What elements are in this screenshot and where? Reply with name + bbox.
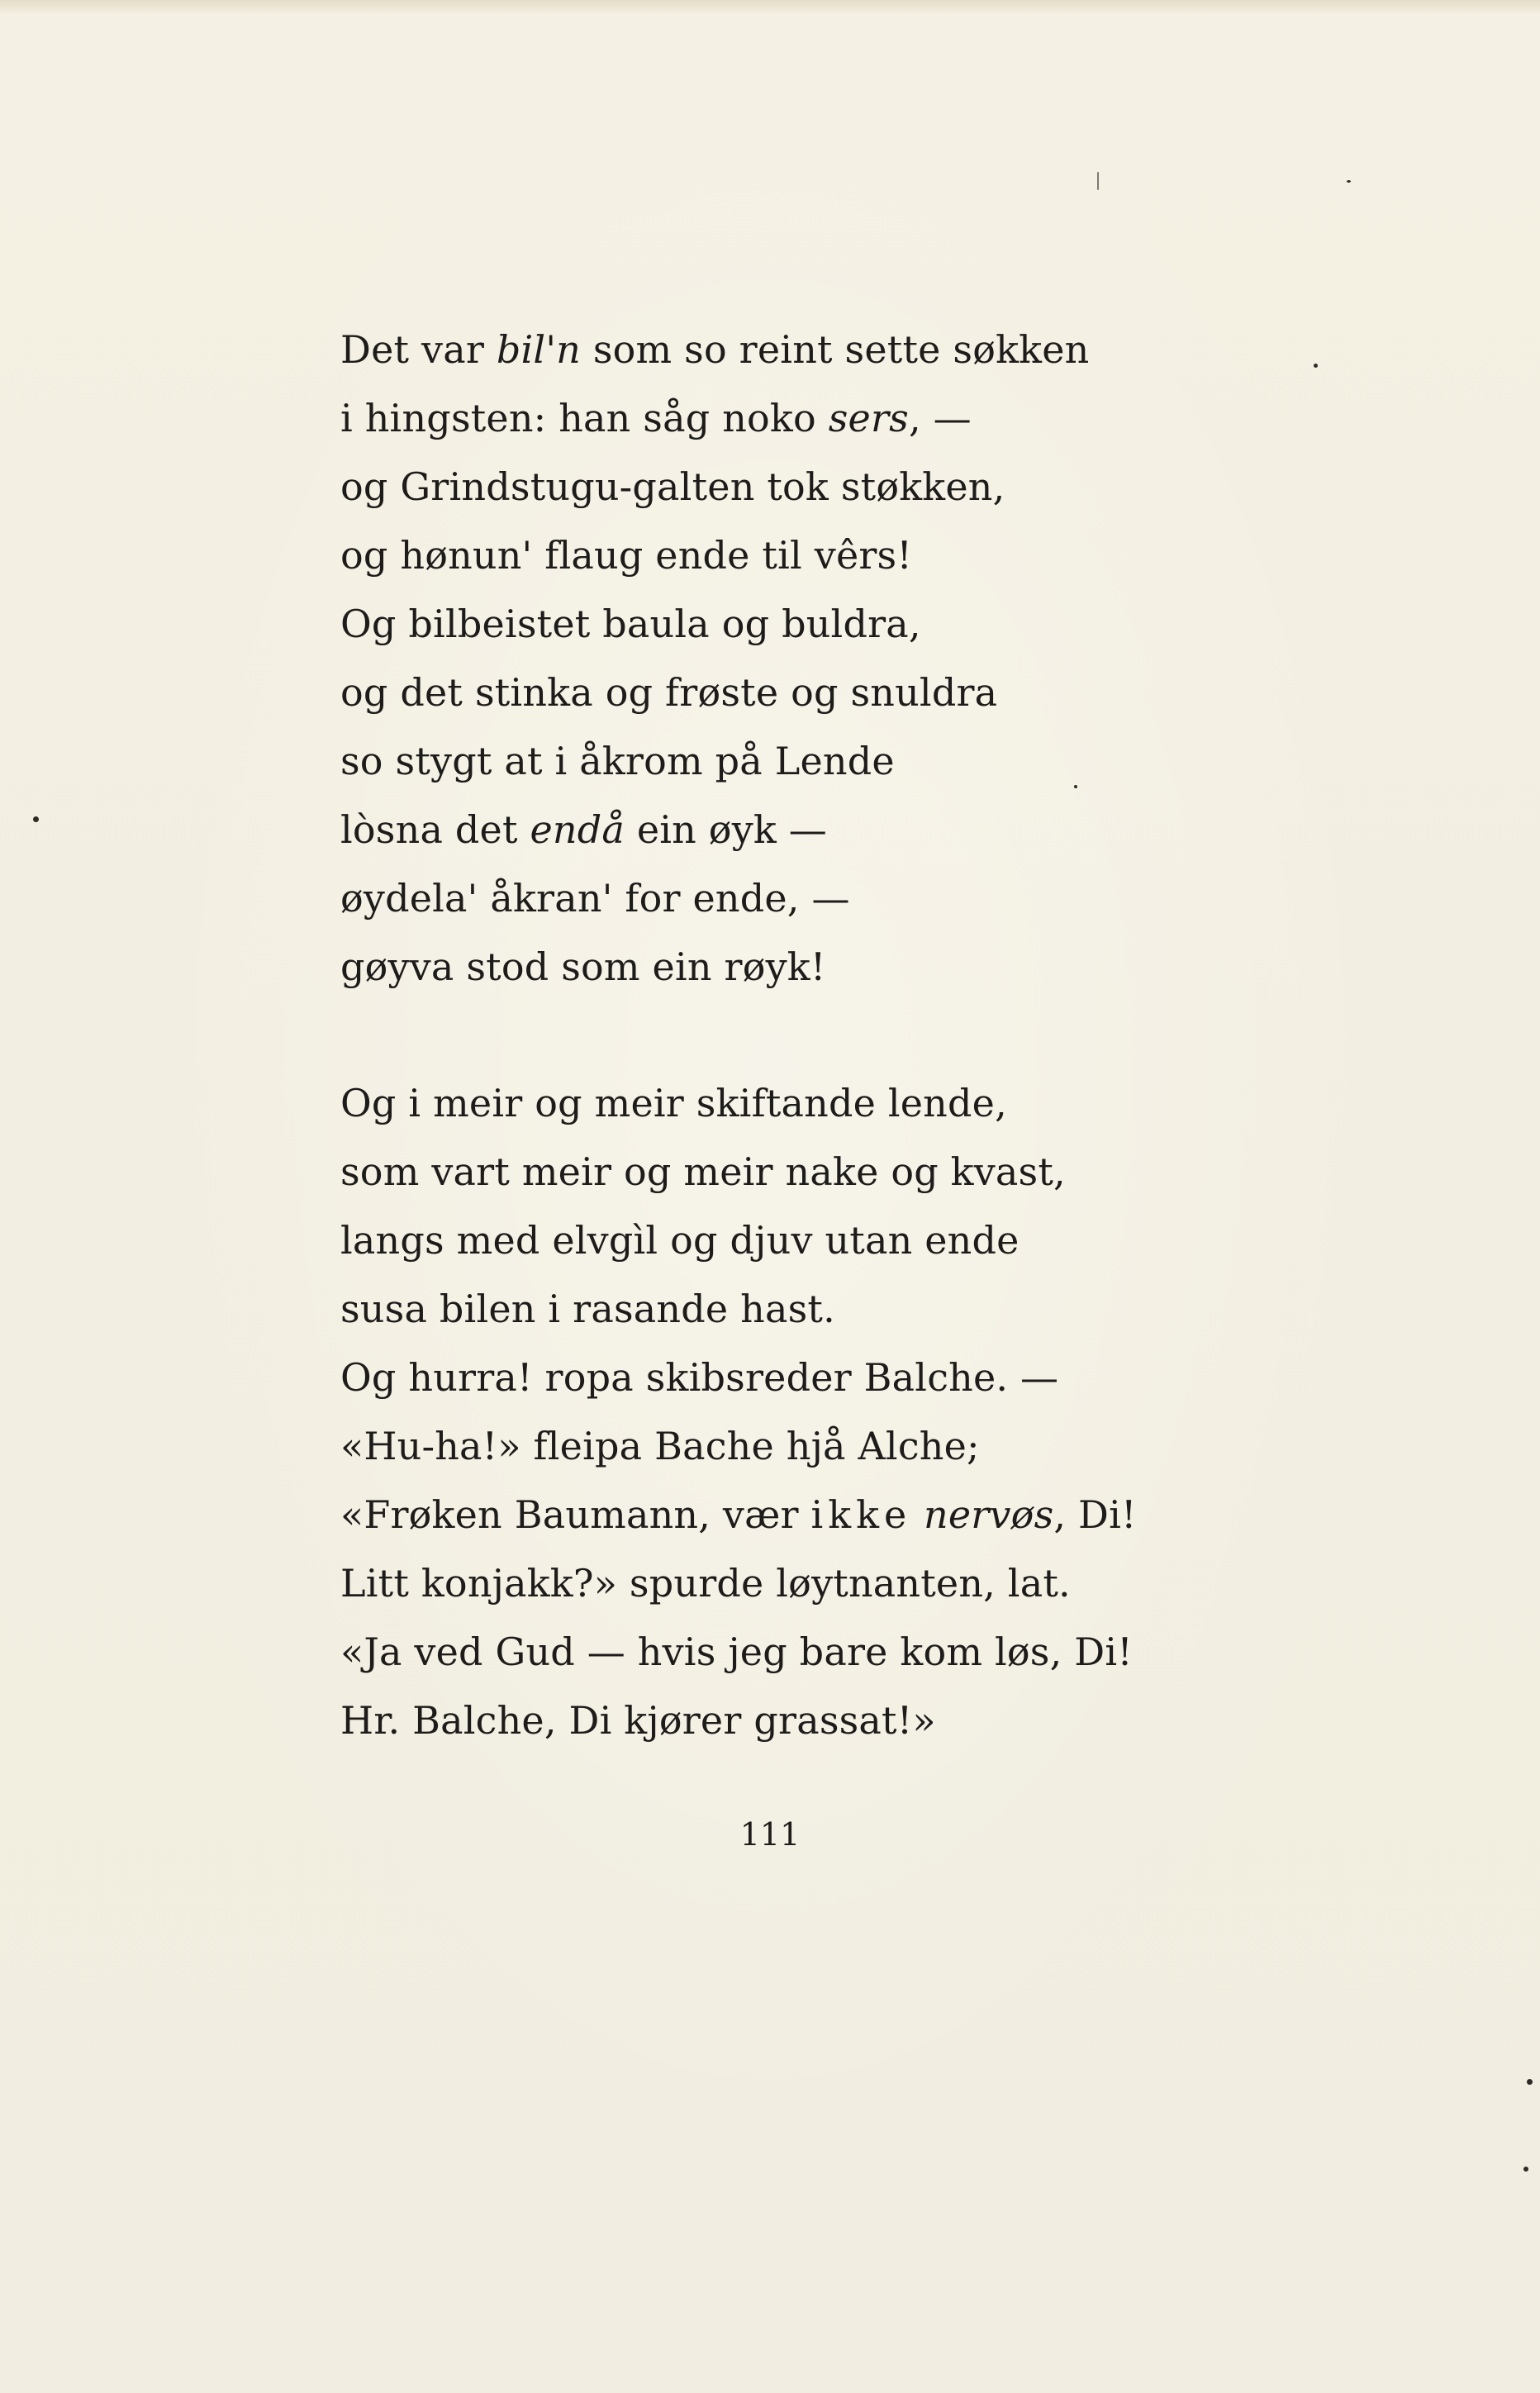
poem-line: langs med elvgìl og djuv utan ende — [340, 1218, 1020, 1263]
poem-line: susa bilen i rasande hast. — [340, 1287, 835, 1331]
poem-line: Hr. Balche, Di kjører grassat!» — [340, 1698, 936, 1743]
poem-line: og hønun' flaug ende til vêrs! — [340, 533, 913, 578]
paper-speck — [1074, 785, 1077, 788]
stanza-2 — [340, 1069, 1216, 1755]
poem-text — [340, 316, 1216, 1755]
paper-speck — [1523, 2167, 1528, 2172]
poem-line: «Hu-ha!» fleipa Bache hjå Alche; — [340, 1424, 980, 1468]
poem-line: lòsna det endå ein øyk — — [340, 807, 827, 852]
poem-line: i hingsten: han såg noko sers, — — [340, 396, 972, 440]
poem-line: som vart meir og meir nake og kvast, — [340, 1149, 1066, 1194]
poem-line: «Ja ved Gud — hvis jeg bare kom løs, Di! — [340, 1629, 1133, 1674]
paper-speck — [1097, 172, 1099, 190]
poem-line: øydela' åkran' for ende, — — [340, 876, 850, 921]
emphasis: sers — [828, 396, 909, 440]
page-top-edge — [0, 0, 1540, 15]
paper-speck — [1347, 180, 1351, 183]
page-number: 111 — [739, 1816, 801, 1853]
emphasis: endå — [530, 807, 625, 852]
poem-line: og Grindstugu-galten tok støkken, — [340, 464, 1005, 509]
paper-speck — [1314, 364, 1318, 368]
poem-line: Og bilbeistet baula og buldra, — [340, 602, 921, 646]
poem-line: Og hurra! ropa skibsreder Balche. — — [340, 1355, 1059, 1400]
poem-line: og det stinka og frøste og snuldra — [340, 670, 998, 715]
emphasis: bil'n — [496, 327, 581, 372]
poem-line: Og i meir og meir skiftande lende, — [340, 1081, 1007, 1125]
emphasis: nervøs — [924, 1492, 1054, 1537]
stanza-1 — [340, 316, 1216, 1001]
paper-speck — [1527, 2079, 1533, 2085]
poem-line: «Frøken Baumann, vær ikke nervøs, Di! — [340, 1492, 1137, 1537]
paper-speck — [33, 816, 39, 822]
poem-line: so stygt at i åkrom på Lende — [340, 739, 895, 783]
letterspaced-emphasis: ikke — [810, 1492, 912, 1537]
poem-line: Litt konjakk?» spurde løytnanten, lat. — [340, 1561, 1071, 1606]
poem-line: gøyva stod som ein røyk! — [340, 944, 826, 989]
poem-line: Det var bil'n som so reint sette søkken — [340, 327, 1090, 372]
